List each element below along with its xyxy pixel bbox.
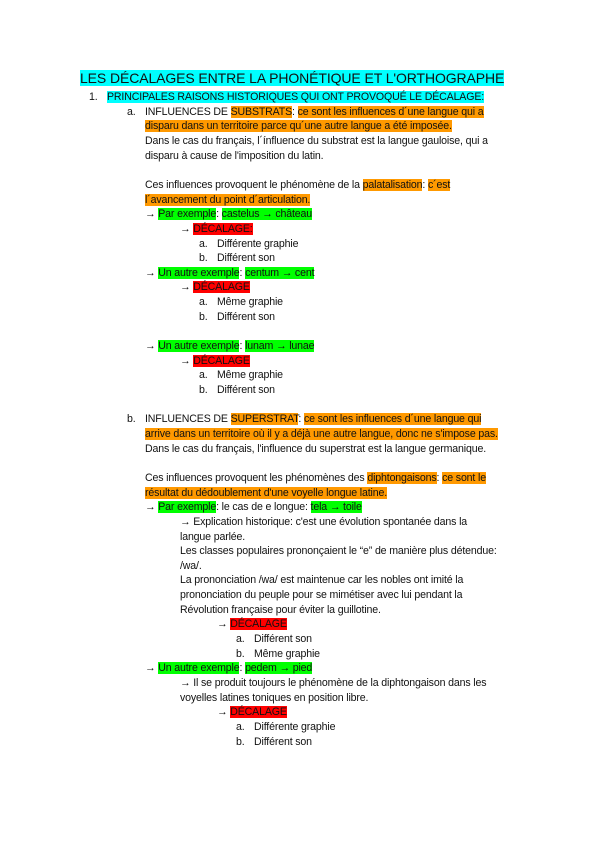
list-marker: a. [199,369,208,382]
text-run: : [292,105,298,118]
highlighted-text-orange: SUBSTRATS [230,105,293,118]
list-marker: a. [199,237,208,250]
highlighted-text-green: pedem → pied [245,662,313,675]
text-line [199,383,275,398]
list-marker: b. [127,413,136,426]
text-run: → [217,618,231,631]
text-line [217,705,287,720]
text-line [180,603,381,618]
highlighted-text-green: Par exemple [158,501,217,514]
text-line [180,676,486,691]
text-run: Dans le cas du français, l'influence du superstrat est la langue germanique. [145,442,487,455]
text-line [145,471,486,486]
highlighted-text-orange: ce sont le [442,471,486,484]
list-marker: b. [236,735,245,748]
highlighted-text-red: DÉCALAGE [230,618,287,631]
text-run: Différent son [254,735,312,748]
text-line [145,207,312,222]
list-marker: a. [236,720,245,733]
text-run: Ces influences provoquent le phénomène de la [145,178,363,191]
text-line [180,573,463,588]
highlighted-text-red: DÉCALAGE [230,706,287,719]
text-run: → Explication historique: c'est une évolution spontanée dans la [180,515,468,528]
text-line [145,486,387,501]
highlighted-text-green: Un autre exemple [158,266,240,279]
text-run: : le cas de e longue: [216,501,311,514]
text-line [145,427,498,442]
list-marker: b. [199,310,208,323]
highlighted-text-green: Par exemple [158,208,217,221]
list-marker: a. [236,633,245,646]
highlighted-text-green: centum → cent [245,266,315,279]
text-line [199,237,299,252]
text-run: Même graphie [254,647,320,660]
text-run: Différent son [217,384,275,396]
text-run: Différent son [217,310,275,323]
text-run: Différent son [254,633,312,646]
list-marker: 1. [89,91,98,103]
list-marker: b. [236,647,245,660]
text-line [236,735,312,750]
text-line [145,500,362,515]
text-line [199,251,275,266]
text-run: → [180,281,194,294]
highlighted-text-orange: disparu dans un territoire parce qu´une autre langue a été imposée. [145,120,452,133]
highlighted-text-orange: c´est [427,178,451,191]
text-run: Différente graphie [217,237,299,250]
highlighted-text-red: DÉCALAGE [193,354,250,367]
text-line [145,193,310,208]
text-line [180,588,462,603]
text-run: Dans le cas du français, l´ínfluence du substrat est la langue gauloise, qui a [145,134,488,147]
text-line [180,280,250,295]
text-run: : [422,178,428,191]
highlighted-text-green: Un autre exemple [158,340,240,353]
highlighted-text-orange: l´avancement du point d´articulation. [145,193,311,206]
highlighted-text-orange: arrive dans un territoire où il y a déjà une autre langue, donc ne s'impose pas. [145,427,498,440]
text-run: Les classes populaires prononçaient le “e” de manière plus détendue: [180,545,497,558]
highlighted-text-green: Un autre exemple [158,662,240,675]
highlighted-text-red: DÉCALAGE: [193,222,253,235]
text-run: prononciation du peuple pour se mimétiser avec lui pendant la [180,589,463,602]
text-run: Même graphie [217,369,283,382]
text-run: : [216,208,222,221]
highlighted-text-red: DÉCALAGE [193,281,250,294]
text-line [180,530,245,545]
text-line [145,661,312,676]
text-run: → [145,501,159,514]
text-line [145,266,314,281]
text-run: → [145,340,159,353]
highlighted-text-orange: ce sont les influences d´une langue qui a [297,105,484,118]
text-line [145,119,452,134]
text-run: : [239,662,246,675]
text-run: INFLUENCES DE [145,105,231,118]
highlighted-text-cyan: PRINCIPALES RAISONS HISTORIQUES QUI ONT PROVOQUÉ LE DÉCALAGE: [107,91,485,103]
text-run: La prononciation /wa/ est maintenue car les nobles ont imité la [180,574,464,587]
text-line [145,178,450,193]
highlighted-text-green: tela → toile [310,501,362,514]
highlighted-text-green: castelus → château [221,208,313,221]
text-run: → [180,222,194,235]
text-run: INFLUENCES DE [145,413,231,426]
text-run: : [436,471,443,484]
text-line [180,544,497,559]
text-line [145,149,323,164]
list-marker: a. [199,296,208,309]
text-line [180,222,253,237]
text-run: Différent son [217,252,275,265]
document-title: LES DÉCALAGES ENTRE LA PHONÉTIQUE ET L'ORTHOGRAPHE [80,70,505,86]
text-line [127,412,482,427]
highlighted-text-orange: palatalisation [362,178,423,191]
text-run: : [298,413,304,426]
text-run: → [180,354,194,367]
highlighted-text-orange: résultat du dédoublement d'une voyelle longue latine. [145,486,388,499]
text-line [145,134,488,149]
text-line [199,295,283,310]
text-line [180,354,250,369]
text-line [236,632,312,647]
text-run: Révolution française pour éviter la guillotine. [180,603,381,616]
text-line [217,617,287,632]
text-line [180,691,368,706]
text-run: : [239,340,246,353]
text-line [199,310,275,325]
list-marker: b. [199,252,208,265]
text-run: Ces influences provoquent les phénomènes des [145,471,368,484]
text-line [180,515,467,530]
text-line [236,720,336,735]
text-run: : [239,266,246,279]
text-run: → [145,662,159,675]
text-line [199,368,283,383]
text-line [145,339,314,354]
highlighted-text-orange: diphtongaisons [367,471,437,484]
text-line [180,559,202,574]
text-run: → [145,266,159,279]
text-run: disparu à cause de l'imposition du latin. [145,149,324,162]
text-run: voyelles latines toniques en position libre. [180,691,369,704]
text-run: langue parlée. [180,530,246,543]
text-run: /wa/. [180,559,202,572]
list-marker: a. [127,105,136,118]
highlighted-text-orange: ce sont les influences d´une langue qui [303,413,482,426]
text-run: → [217,706,231,719]
text-run: Même graphie [217,296,283,309]
highlighted-text-green: lunam → lunae [245,340,315,353]
text-run: → [145,208,159,221]
text-line [236,647,320,662]
text-line [145,442,486,457]
text-line [127,105,484,120]
text-run: Différente graphie [254,720,336,733]
text-line [89,90,485,105]
list-marker: b. [199,384,208,396]
text-run: → Il se produit toujours le phénomène de la diphtongaison dans les [180,677,487,689]
highlighted-text-orange: SUPERSTRAT [230,413,299,426]
